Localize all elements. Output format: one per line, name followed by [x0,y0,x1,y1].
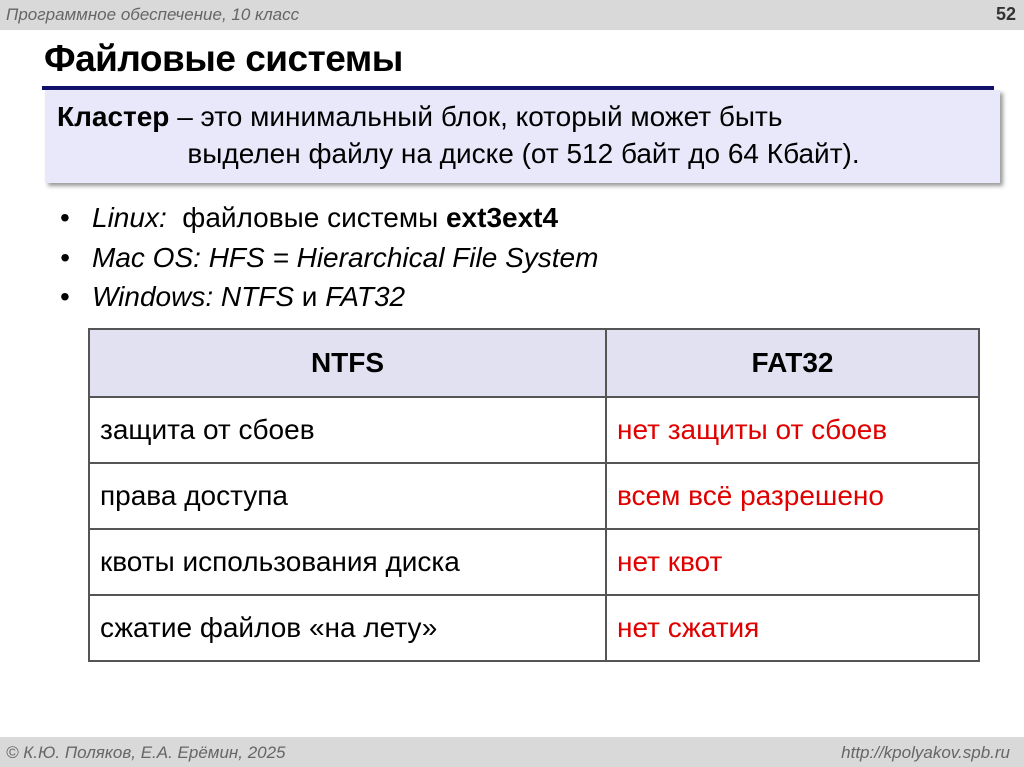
bullet-windows [60,277,598,317]
bullet-text: Windows: NTFS [92,281,295,312]
comparison-table [88,328,980,662]
table-row [89,529,979,595]
bullet-text: файловые системы [166,202,446,233]
bullet-linux [60,198,598,238]
ntfs-cell: квоты использования диска [89,529,606,595]
definition-text-2: выделен файлу на диске (от 512 байт до 64 Кбайт). [187,138,860,169]
conjunction: и [294,281,326,312]
bullet-list [60,198,598,317]
course-name: Программное обеспечение, 10 класс [6,5,300,24]
fat32-cell: всем всё разрешено [606,463,979,529]
slide-title: Файловые системы [44,38,403,79]
bullet-macos: • Mac OS: HFS = Hierarchical File System [60,238,598,278]
bullet-text: FAT32 [325,281,406,312]
ntfs-cell: сжатие файлов «на лету» [89,595,606,661]
site-link[interactable]: http://kpolyakov.spb.ru [841,743,1010,762]
fat32-cell: нет защиты от сбоев [606,397,979,463]
header-fat32: FAT32 [606,329,979,397]
fs-ext4: ext4 [502,202,559,233]
fs-ext3: ext3 [445,202,503,233]
table-row [89,463,979,529]
table-row [89,397,979,463]
copyright: © К.Ю. Поляков, Е.А. Ерёмин, 2025 [6,743,286,762]
ntfs-cell: права доступа [89,463,606,529]
header-bar [0,0,1024,30]
table-row [89,595,979,661]
table-header [89,329,979,397]
definition-text: – это минимальный блок, который может быть [169,101,783,132]
fat32-cell: нет сжатия [606,595,979,661]
slide-number: 52 [995,4,1016,24]
header-ntfs: NTFS [89,329,606,397]
os-name: Linux: [92,202,167,233]
definition-term: Кластер [57,101,170,132]
definition-box [45,90,1000,183]
ntfs-cell: защита от сбоев [89,397,606,463]
footer-bar [0,737,1024,767]
fat32-cell: нет квот [606,529,979,595]
